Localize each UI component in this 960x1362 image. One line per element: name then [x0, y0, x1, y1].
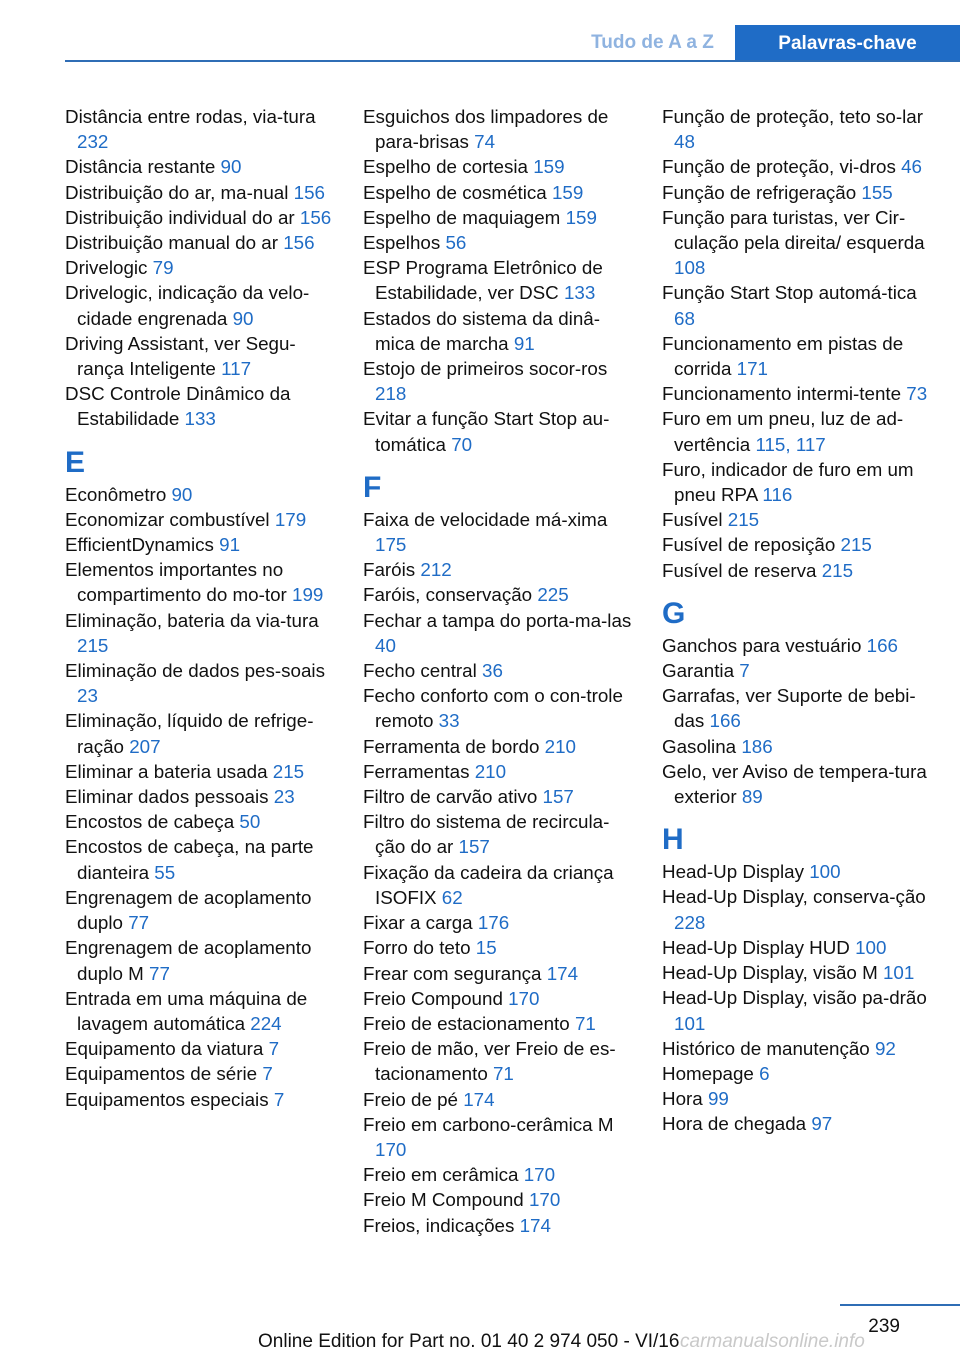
page-reference-link[interactable]: 56	[445, 232, 467, 254]
index-entry	[363, 205, 633, 230]
page-reference-link[interactable]: 100	[809, 861, 841, 883]
entry-term: Encostos de cabeça, na parte dianteira	[65, 836, 314, 883]
index-entry	[363, 557, 633, 582]
page-reference-link[interactable]: 228	[674, 911, 706, 933]
index-entry	[662, 532, 934, 557]
index-entry	[65, 809, 335, 834]
index-entry	[662, 633, 934, 658]
entry-term: Histórico de manutenção	[662, 1037, 870, 1059]
page-reference-link[interactable]: 170	[528, 1189, 561, 1211]
index-entry	[65, 482, 335, 507]
entry-term: DSC Controle Dinâmico da Estabilidade	[65, 383, 291, 430]
index-entry	[363, 230, 633, 255]
entry-term: Fusível de reserva	[662, 559, 817, 581]
page-reference-link[interactable]: 77	[149, 962, 170, 984]
entry-term: Fecho central	[363, 660, 477, 682]
page-reference-link[interactable]: 215	[77, 634, 109, 656]
entry-term: Econômetro	[65, 483, 167, 505]
tab-palavras-chave[interactable]: Palavras-chave	[735, 25, 960, 62]
index-entry	[363, 1213, 633, 1238]
index-entry	[65, 608, 335, 658]
index-entry	[65, 935, 335, 985]
page-reference-link[interactable]: 175	[375, 534, 407, 556]
index-entry	[65, 834, 335, 884]
page-reference-link[interactable]: 157	[542, 786, 574, 808]
index-entry	[363, 683, 633, 733]
page-reference-link[interactable]: 166	[709, 710, 741, 732]
page-reference-link[interactable]: 159	[565, 206, 597, 228]
entry-term: Fusível	[662, 509, 723, 531]
index-entry	[662, 683, 934, 733]
page-reference-link[interactable]: 170	[508, 987, 540, 1009]
index-entry	[363, 582, 633, 607]
footer-divider	[840, 1304, 960, 1306]
index-entry	[65, 1087, 335, 1112]
page-reference-link[interactable]: 215	[272, 760, 305, 782]
page-reference-link[interactable]: 77	[128, 912, 150, 934]
page-reference-link[interactable]: 224	[250, 1012, 282, 1034]
page-reference-link[interactable]: 62	[441, 886, 463, 908]
page-reference-link[interactable]: 23	[77, 685, 98, 707]
index-entry	[363, 935, 633, 960]
index-entry	[65, 104, 335, 154]
page-reference-link[interactable]: 199	[292, 584, 324, 606]
index-entry	[363, 1187, 633, 1212]
page-reference-link[interactable]: 215	[727, 509, 760, 531]
entry-term: Função de proteção, teto so-lar	[662, 106, 924, 127]
page-reference-link[interactable]: 74	[474, 131, 496, 153]
index-entry	[662, 558, 934, 583]
entry-term: Fecho conforto com o con-trole remoto	[363, 685, 623, 732]
page-reference-link[interactable]: 215	[840, 534, 872, 556]
entry-term: Equipamentos de série	[65, 1063, 258, 1085]
entry-term: Head-Up Display, visão M	[662, 962, 878, 984]
entry-term: Espelhos	[363, 232, 441, 254]
section-letter: F	[363, 470, 382, 504]
entry-term: ESP Programa Eletrônico de Estabilidade, ver DSC	[363, 257, 603, 304]
entry-term: Equipamento da viatura	[65, 1038, 264, 1060]
entry-term: Fusível de reposição	[662, 534, 836, 556]
entry-term: Gasolina	[662, 735, 737, 757]
entry-term: Filtro do sistema de recircula-ção do ar	[363, 811, 610, 858]
entry-term: Homepage	[662, 1062, 754, 1084]
page-reference-link[interactable]: 232	[77, 131, 109, 153]
index-entry	[65, 230, 335, 255]
page-reference-link[interactable]: 101	[674, 1012, 706, 1034]
entry-term: Head-Up Display, conserva-ção	[662, 886, 926, 908]
entry-term: Driving Assistant, ver Segu-rança Inteligente	[65, 332, 296, 380]
entry-term: Espelho de maquiagem	[363, 206, 561, 228]
page-reference-link[interactable]: 7	[268, 1038, 280, 1060]
index-entry	[662, 381, 934, 406]
index-entry	[65, 381, 335, 431]
page-reference-link[interactable]: 210	[544, 735, 576, 757]
index-entry	[363, 1087, 633, 1112]
entry-term: Economizar combustível	[65, 508, 270, 530]
page-reference-link[interactable]: 133	[563, 282, 596, 304]
page-reference-link[interactable]: 174	[546, 962, 579, 984]
index-entry	[662, 960, 934, 985]
entry-term: Espelho de cortesia	[363, 156, 528, 178]
page-reference-link[interactable]: 207	[129, 735, 161, 757]
index-entry	[363, 658, 633, 683]
entry-term: Freio M Compound	[363, 1189, 524, 1211]
entry-term: Ferramenta de bordo	[363, 735, 540, 757]
entry-term: Head-Up Display, visão pa-drão	[662, 987, 927, 1009]
page-reference-link[interactable]: 90	[171, 483, 193, 505]
entry-term: Freio de estacionamento	[363, 1012, 570, 1034]
index-entry	[662, 1061, 934, 1086]
page-reference-link[interactable]: 174	[519, 1214, 551, 1236]
page-reference-link[interactable]: 186	[741, 735, 773, 757]
entry-term: Freio Compound	[363, 987, 503, 1009]
index-entry	[65, 759, 335, 784]
index-entry	[65, 507, 335, 532]
page-reference-link[interactable]: 6	[759, 1062, 770, 1084]
entry-term: Funcionamento em pistas de corrida	[662, 332, 904, 380]
index-entry	[662, 104, 934, 154]
index-entry	[65, 1061, 335, 1086]
entry-term: Distância entre rodas, via-tura	[65, 106, 316, 127]
index-entry	[662, 457, 934, 507]
entry-term: Engrenagem de acoplamento duplo	[65, 886, 312, 934]
index-entry	[363, 910, 633, 935]
index-entry	[363, 1036, 633, 1086]
entry-term: Eliminar a bateria usada	[65, 760, 268, 782]
page-reference-link[interactable]: 218	[375, 383, 407, 405]
index-entry	[65, 1036, 335, 1061]
entry-term: Hora	[662, 1088, 703, 1110]
entry-term: Head-Up Display	[662, 861, 804, 883]
page-reference-link[interactable]: 155	[861, 181, 893, 203]
page-reference-link[interactable]: 157	[458, 836, 490, 858]
index-entry	[65, 708, 335, 758]
entry-term: Freio em carbono-cerâmica M	[363, 1113, 614, 1135]
entry-term: Faixa de velocidade má-xima	[363, 508, 608, 530]
watermark: carmanualsonline.info	[680, 1331, 865, 1352]
page-reference-link[interactable]: 33	[438, 710, 460, 732]
page-reference-link[interactable]: 166	[866, 634, 898, 656]
index-entry	[662, 859, 934, 884]
entry-term: Eliminar dados pessoais	[65, 786, 269, 808]
page-reference-link[interactable]: 79	[152, 257, 174, 279]
entry-term: Entrada em uma máquina de lavagem automática	[65, 987, 308, 1034]
entry-term: Evitar a função Start Stop au-tomática	[363, 408, 610, 455]
index-column-2	[363, 104, 633, 1238]
entry-term: Estados do sistema da dinâ-mica de marcha	[363, 307, 600, 354]
section-letter: H	[662, 823, 684, 857]
entry-term: EfficientDynamics	[65, 534, 214, 556]
index-entry	[363, 809, 633, 859]
page-reference-link[interactable]: 174	[463, 1088, 495, 1110]
index-entry	[662, 205, 934, 281]
page-number: 239	[868, 1316, 900, 1337]
index-entry	[363, 180, 633, 205]
page-reference-link[interactable]: 55	[154, 861, 176, 883]
index-entry	[662, 507, 934, 532]
page-reference-link[interactable]: 40	[375, 634, 396, 656]
index-entry	[363, 104, 633, 154]
page-reference-link[interactable]: 7	[273, 1088, 285, 1110]
page-reference-link[interactable]: 101	[882, 962, 915, 984]
page-reference-link[interactable]: 7	[739, 660, 750, 682]
entry-term: Drivelogic	[65, 257, 148, 279]
page-reference-link[interactable]: 210	[474, 760, 507, 782]
entry-term: Frear com segurança	[363, 962, 542, 984]
page-reference-link[interactable]: 133	[184, 408, 216, 430]
page-reference-link[interactable]: 70	[451, 433, 473, 455]
page-reference-link[interactable]: 212	[420, 559, 452, 581]
page-reference-link[interactable]: 92	[874, 1037, 896, 1059]
page-reference-link[interactable]: 171	[736, 358, 768, 380]
index-entry	[662, 406, 934, 456]
page-reference-link[interactable]: 159	[551, 181, 584, 203]
page-reference-link[interactable]: 71	[574, 1012, 596, 1034]
page-reference-link[interactable]: 50	[239, 811, 261, 833]
index-entry	[662, 154, 934, 179]
page-reference-link[interactable]: 23	[273, 786, 295, 808]
index-entry	[662, 985, 934, 1035]
index-entry	[662, 759, 934, 809]
entry-term: Ferramentas	[363, 760, 470, 782]
page-reference-link[interactable]: 117	[221, 358, 252, 380]
page-reference-link[interactable]: 15	[475, 937, 497, 959]
entry-term: Função de refrigeração	[662, 181, 857, 203]
entry-term: Ganchos para vestuário	[662, 634, 862, 656]
page-reference-link[interactable]: 156	[293, 181, 325, 203]
entry-term: Eliminação, líquido de refrige-ração	[65, 710, 314, 757]
page-reference-link[interactable]: 156	[283, 232, 315, 254]
page-reference-link[interactable]: 99	[707, 1088, 729, 1110]
page-reference-link[interactable]: 170	[523, 1164, 556, 1186]
entry-term: Engrenagem de acoplamento duplo M	[65, 937, 312, 984]
index-entry	[363, 406, 633, 456]
section-letter: E	[65, 445, 86, 479]
index-entry	[363, 734, 633, 759]
entry-term: Espelho de cosmética	[363, 181, 547, 203]
index-column-1	[65, 104, 335, 1112]
index-entry	[363, 1162, 633, 1187]
entry-term: Garrafas, ver Suporte de bebi-das	[662, 685, 916, 732]
index-entry	[65, 532, 335, 557]
entry-term: Função de proteção, vi-dros	[662, 156, 896, 178]
page-reference-link[interactable]: 90	[220, 156, 242, 178]
index-entry	[65, 154, 335, 179]
page-reference-link[interactable]: 176	[477, 912, 510, 934]
entry-term: Esguichos dos limpadores de para-brisas	[363, 106, 609, 153]
page-reference-link[interactable]: 71	[492, 1063, 514, 1085]
section-letter: G	[662, 596, 686, 630]
entry-term: Função para turistas, ver Cir-culação pela direita/ esquerda	[662, 206, 925, 254]
entry-term: Distribuição do ar, ma-nual	[65, 181, 289, 203]
index-column-3	[662, 104, 934, 1137]
page-reference-link[interactable]: 156	[299, 206, 332, 228]
entry-term: Freio de pé	[363, 1088, 459, 1110]
entry-term: Freio de mão, ver Freio de es-tacionamento	[363, 1038, 616, 1085]
entry-term: Fechar a tampa do porta-ma-las	[363, 609, 632, 631]
entry-term: Drivelogic, indicação da velo-cidade engrenada	[65, 282, 310, 329]
index-entry	[363, 961, 633, 986]
entry-term: Distribuição individual do ar	[65, 206, 295, 228]
entry-term: Fixar a carga	[363, 912, 473, 934]
index-entry	[662, 1086, 934, 1111]
index-entry	[65, 557, 335, 607]
page-reference-link[interactable]: 68	[674, 307, 695, 329]
index-entry	[662, 1036, 934, 1061]
entry-term: Filtro de carvão ativo	[363, 786, 538, 808]
index-entry	[662, 658, 934, 683]
index-entry	[363, 860, 633, 910]
page-reference-link[interactable]: 100	[855, 936, 887, 958]
edition-text: Online Edition for Part no. 01 40 2 974 050 - VI/16	[258, 1331, 680, 1352]
page-reference-link[interactable]: 97	[811, 1113, 833, 1135]
index-entry	[363, 356, 633, 406]
page-reference-link[interactable]: 91	[513, 332, 535, 354]
index-entry	[662, 180, 934, 205]
index-entry	[363, 1112, 633, 1162]
page-reference-link[interactable]: 159	[533, 156, 565, 178]
entry-term: Função Start Stop automá-tica	[662, 282, 917, 304]
entry-term: Encostos de cabeça	[65, 811, 235, 833]
entry-term: Eliminação de dados pes-soais	[65, 660, 325, 682]
page-reference-link[interactable]: 73	[906, 383, 928, 405]
page-reference-link[interactable]: 108	[674, 257, 706, 279]
index-entry	[662, 935, 934, 960]
page-reference-link[interactable]: 91	[219, 534, 241, 556]
page-reference-link[interactable]: 225	[537, 584, 569, 606]
index-entry	[65, 180, 335, 205]
entry-term: Freios, indicações	[363, 1214, 515, 1236]
index-entry	[65, 205, 335, 230]
entry-term: Forro do teto	[363, 937, 471, 959]
entry-term: Garantia	[662, 660, 735, 682]
page-reference-link[interactable]: 179	[274, 508, 307, 530]
entry-term: Gelo, ver Aviso de tempera-tura exterior	[662, 760, 927, 808]
entry-term: Furo, indicador de furo em um pneu RPA	[662, 458, 914, 506]
entry-term: Funcionamento intermi-tente	[662, 383, 902, 405]
entry-term: Faróis	[363, 559, 416, 581]
index-entry	[662, 331, 934, 381]
entry-term: Distância restante	[65, 156, 216, 178]
page-reference-link[interactable]: 115, 117	[755, 433, 826, 455]
page-reference-link[interactable]: 48	[674, 131, 695, 153]
index-entry	[363, 608, 633, 658]
index-entry	[662, 1111, 934, 1136]
index-entry	[662, 884, 934, 934]
entry-term: Furo em um pneu, luz de ad-vertência	[662, 408, 904, 455]
header-divider	[65, 60, 960, 62]
index-entry	[65, 280, 335, 330]
index-entry	[363, 255, 633, 305]
index-entry	[65, 331, 335, 381]
index-entry	[363, 986, 633, 1011]
entry-term: Fixação da cadeira da criança ISOFIX	[363, 861, 614, 908]
entry-term: Faróis, conservação	[363, 584, 533, 606]
entry-term: Distribuição manual do ar	[65, 232, 278, 254]
index-entry	[363, 784, 633, 809]
index-entry	[363, 1011, 633, 1036]
page-reference-link[interactable]: 116	[762, 484, 793, 506]
index-entry	[65, 784, 335, 809]
index-entry	[662, 734, 934, 759]
index-entry	[363, 759, 633, 784]
index-entry	[65, 658, 335, 708]
page-reference-link[interactable]: 170	[375, 1138, 407, 1160]
page-reference-link[interactable]: 7	[262, 1063, 273, 1085]
page-reference-link[interactable]: 36	[482, 660, 503, 682]
index-entry	[662, 280, 934, 330]
entry-term: Estojo de primeiros socor-ros	[363, 358, 608, 380]
index-entry	[65, 986, 335, 1036]
index-entry	[363, 507, 633, 557]
index-entry	[65, 255, 335, 280]
entry-term: Hora de chegada	[662, 1113, 807, 1135]
entry-term: Freio em cerâmica	[363, 1164, 519, 1186]
entry-term: Elementos importantes no compartimento do mo-tor	[65, 559, 287, 606]
page-reference-link[interactable]: 90	[232, 307, 254, 329]
tab-tudo-de-a-a-z[interactable]: Tudo de A a Z	[591, 32, 714, 53]
page-reference-link[interactable]: 46	[901, 156, 922, 178]
index-entry	[363, 306, 633, 356]
page-reference-link[interactable]: 89	[741, 786, 763, 808]
entry-term: Head-Up Display HUD	[662, 936, 850, 958]
entry-term: Eliminação, bateria da via-tura	[65, 609, 319, 631]
page-reference-link[interactable]: 215	[821, 559, 854, 581]
entry-term: Equipamentos especiais	[65, 1088, 269, 1110]
index-entry	[363, 154, 633, 179]
index-entry	[65, 885, 335, 935]
